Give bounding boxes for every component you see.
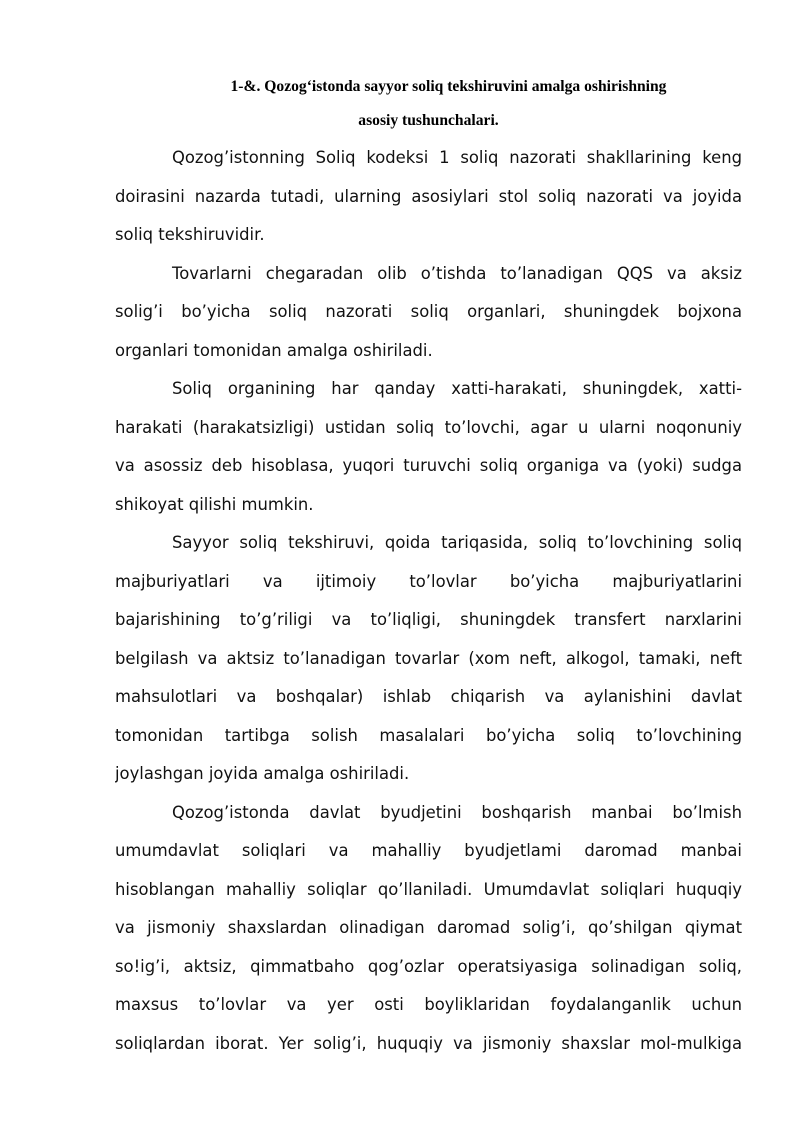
text-line: Qozog’istonning Soliq kodeksi 1 soliq nazorati shakllarining keng bbox=[172, 148, 742, 167]
text-line: organlari tomonidan amalga oshiriladi. bbox=[115, 340, 433, 360]
text-line: solig’i bo’yicha soliq nazorati soliq organlari, shuningdek bojxona bbox=[115, 302, 742, 321]
text-line: bajarishining to’g’riligi va to’liqligi, shuningdek transfert narxlarini bbox=[115, 610, 742, 629]
text-line: umumdavlat soliqlari va mahalliy byudjetlami daromad manbai bbox=[115, 841, 742, 860]
text-line: mahsulotlari va boshqalar) ishlab chiqarish va aylanishini davlat bbox=[115, 687, 742, 706]
text-line: joylashgan joyida amalga oshiriladi. bbox=[115, 764, 410, 783]
text-line: va asossiz deb hisoblasa, yuqori turuvchi soliq organiga va (yoki) sudga bbox=[115, 456, 742, 475]
paragraph-1 bbox=[115, 139, 742, 255]
text-line: Qozog’istonda davlat byudjetini boshqarish manbai bo’lmish bbox=[172, 802, 742, 822]
paragraph-3 bbox=[115, 370, 742, 524]
text-line: va jismoniy shaxslardan olinadigan daromad solig’i, qo’shilgan qiymat bbox=[115, 918, 742, 937]
text-line: tomonidan tartibga solish masalalari bo’yicha soliq to’lovchining bbox=[115, 725, 742, 745]
section-heading-line-1: 1-&. Qozog‘istonda sayyor soliq tekshiruvini amalga oshirishning bbox=[230, 78, 667, 95]
text-line: Soliq organining har qanday xatti-harakati, shuningdek, xatti- bbox=[172, 379, 742, 398]
paragraph-2 bbox=[115, 255, 742, 371]
paragraph-5 bbox=[115, 794, 742, 1064]
text-line: doirasini nazarda tutadi, ularning asosiylari stol soliq nazorati va joyida bbox=[115, 186, 742, 206]
body-text bbox=[115, 139, 742, 1063]
text-line: shikoyat qilishi mumkin. bbox=[115, 494, 314, 514]
text-line: belgilash va aktsiz to’lanadigan tovarlar (xom neft, alkogol, tamaki, neft bbox=[115, 648, 742, 668]
text-line: Tovarlarni chegaradan olib o’tishda to’lanadigan QQS va aksiz bbox=[172, 263, 742, 283]
section-heading-line-2: asosiy tushunchalari. bbox=[358, 112, 499, 129]
text-line: majburiyatlari va ijtimoiy to’lovlar bo’yicha majburiyatlarini bbox=[115, 571, 742, 591]
text-line: soliq tekshiruvidir. bbox=[115, 225, 265, 244]
text-line: maxsus to’lovlar va yer osti boyliklaridan foydalanganlik uchun bbox=[115, 995, 742, 1014]
text-line: Sayyor soliq tekshiruvi, qoida tariqasida, soliq to’lovchining soliq bbox=[172, 533, 742, 552]
text-line: soliqlardan iborat. Yer solig’i, huquqiy va jismoniy shaxslar mol-mulkiga bbox=[115, 1033, 742, 1053]
text-line: harakati (harakatsizligi) ustidan soliq to’lovchi, agar u ularni noqonuniy bbox=[115, 417, 742, 437]
text-line: hisoblangan mahalliy soliqlar qo’llaniladi. Umumdavlat soliqlari huquqiy bbox=[115, 879, 742, 899]
paragraph-4 bbox=[115, 524, 742, 794]
text-line: so!ig’i, aktsiz, qimmatbaho qog’ozlar operatsiyasiga solinadigan soliq, bbox=[115, 956, 742, 976]
